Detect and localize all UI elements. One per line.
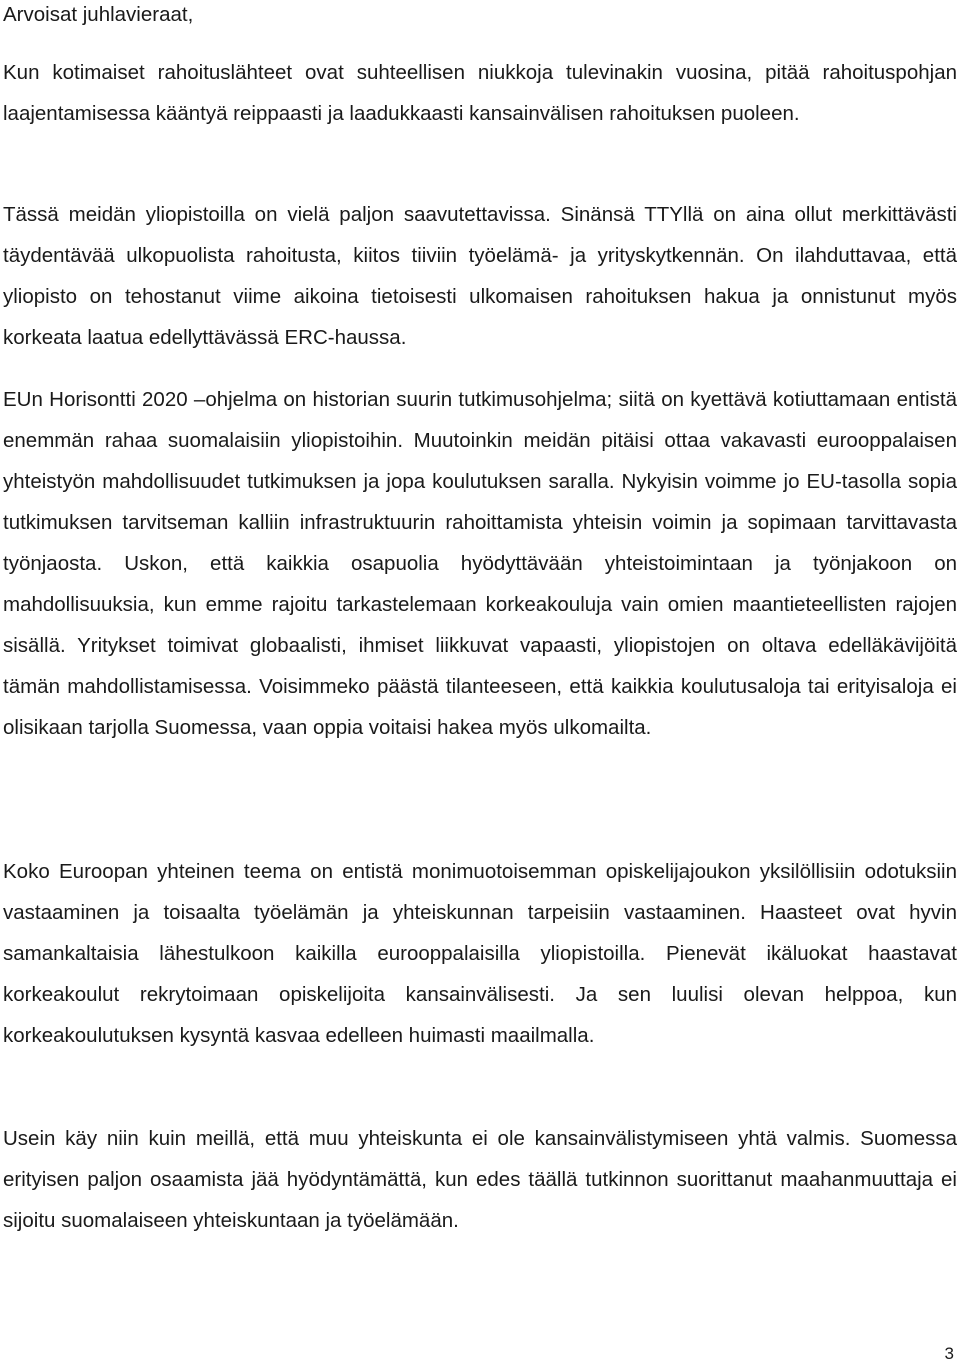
paragraph-europe-theme: Koko Euroopan yhteinen teema on entistä monimuotoisemman opiskelijajoukon yksilöllisiin odotuksiin vastaaminen ja toisaalta työelämän ja yhteiskunnan tarpeisiin vastaaminen. Haasteet ovat hyvin samankaltaisia lähestulkoon kaikilla eurooppalaisilla yliopistoilla. Pienevät ikäluokat haastavat korkeakoulut rekrytoimaan opiskelijoita kansainvälisesti. Ja sen luulisi olevan helppoa, kun korkeakoulutuksen kysyntä kasvaa edelleen huimasti maailmalla. (3, 860, 957, 1047)
paragraph-tty: Tässä meidän yliopistoilla on vielä paljon saavutettavissa. Sinänsä TTYllä on aina ollut merkittävästi täydentävää ulkopuolista rahoitusta, kiitos tiiviin työelämä- ja yrityskytkennän. On ilahduttavaa, että yliopisto on tehostanut viime aikoina tietoisesti ulkomaisen rahoituksen hakua ja onnistunut myös korkeata laatua edellyttävässä ERC-haussa. (3, 203, 957, 349)
paragraph-internationalization: Usein käy niin kuin meillä, että muu yhteiskunta ei ole kansainvälistymiseen yhtä valmis. Suomessa erityisen paljon osaamista jää hyödyntämättä, kun edes täällä tutkinnon suorittanut maahanmuuttaja ei sijoitu suomalaiseen yhteiskuntaan ja työelämään. (3, 1127, 957, 1232)
paragraph-horizon-2020: EUn Horisontti 2020 –ohjelma on historian suurin tutkimusohjelma; siitä on kyettävä kotiuttamaan entistä enemmän rahaa suomalaisiin yliopistoihin. Muutoinkin meidän pitäisi ottaa vakavasti eurooppalaisen yhteistyön mahdollisuudet tutkimuksen ja jopa koulutuksen saralla. Nykyisin voimme jo EU-tasolla sopia tutkimuksen tarvitseman kalliin infrastruktuurin rahoittamista yhteisin voimin ja sopimaan tarvittavasta työnjaosta. Uskon, että kaikkia osapuolia hyödyttävään yhteistoimintaan ja työnjakoon on mahdollisuuksia, kun emme rajoitu tarkastelemaan korkeakouluja vain omien maantieteellisten rajojen sisällä. Yritykset toimivat globaalisti, ihmiset liikkuvat vapaasti, yliopistojen on oltava edelläkävijöitä tämän mahdollistamisessa. Voisimmeko päästä tilanteeseen, että kaikkia koulutusaloja tai erityisaloja ei olisikaan tarjolla Suomessa, vaan oppia voitaisi hakea myös ulkomailta. (3, 388, 957, 739)
page-number: 3 (944, 1344, 954, 1363)
paragraph-funding: Kun kotimaiset rahoituslähteet ovat suhteellisen niukkoja tulevinakin vuosina, pitää rahoituspohjan laajentamisessa kääntyä reippaasti ja laadukkaasti kansainvälisen rahoituksen puoleen. (3, 61, 957, 125)
greeting: Arvoisat juhlavieraat, (3, 3, 194, 26)
